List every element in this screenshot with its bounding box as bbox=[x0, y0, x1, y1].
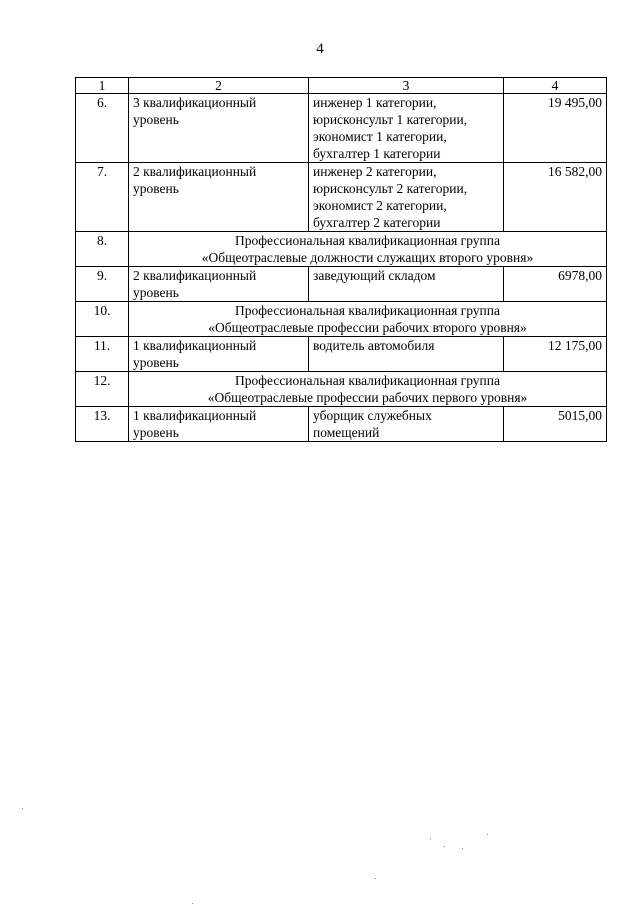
header-cell: 4 bbox=[504, 78, 607, 94]
qualification-level bbox=[129, 267, 309, 302]
position-line: уборщик служебных bbox=[313, 408, 432, 423]
group-title-line: Профессиональная квалификационная группа bbox=[235, 373, 500, 388]
qualification-level-line: 2 квалификационный bbox=[133, 164, 257, 179]
qualification-level-line: 1 квалификационный bbox=[133, 338, 257, 353]
position-line: бухгалтер 1 категории bbox=[313, 146, 441, 161]
salary: 5015,00 bbox=[504, 407, 607, 442]
positions bbox=[309, 407, 504, 442]
page-number: 4 bbox=[316, 41, 324, 57]
header-cell: 2 bbox=[129, 78, 309, 94]
group-title bbox=[129, 302, 607, 337]
position-line: экономист 1 категории, bbox=[313, 129, 447, 144]
qualification-level-line: 1 квалификационный bbox=[133, 408, 257, 423]
position-line: юрисконсульт 1 категории, bbox=[313, 112, 468, 127]
group-title-line: Профессиональная квалификационная группа bbox=[235, 303, 500, 318]
group-row bbox=[76, 372, 607, 407]
row-number: 6. bbox=[76, 94, 129, 163]
positions bbox=[309, 163, 504, 232]
positions bbox=[309, 337, 504, 372]
salary: 16 582,00 bbox=[504, 163, 607, 232]
table-row bbox=[76, 267, 607, 302]
salary: 6978,00 bbox=[504, 267, 607, 302]
group-title-line: «Общеотраслевые профессии рабочих первого уровня» bbox=[207, 390, 528, 405]
salary-table bbox=[75, 77, 607, 442]
group-title bbox=[129, 372, 607, 407]
salary: 12 175,00 bbox=[504, 337, 607, 372]
group-row bbox=[76, 232, 607, 267]
group-title-line: Профессиональная квалификационная группа bbox=[235, 233, 500, 248]
table-row bbox=[76, 407, 607, 442]
positions bbox=[309, 267, 504, 302]
position-line: юрисконсульт 2 категории, bbox=[313, 181, 468, 196]
header-cell: 1 bbox=[76, 78, 129, 94]
table-header-row bbox=[76, 78, 607, 94]
row-number: 13. bbox=[76, 407, 129, 442]
row-number: 8. bbox=[76, 232, 129, 267]
qualification-level-line: уровень bbox=[133, 355, 179, 370]
row-number: 9. bbox=[76, 267, 129, 302]
qualification-level-line: 3 квалификационный bbox=[133, 95, 257, 110]
qualification-level-line: уровень bbox=[133, 181, 179, 196]
qualification-level-line: уровень bbox=[133, 285, 179, 300]
qualification-level bbox=[129, 407, 309, 442]
qualification-level bbox=[129, 163, 309, 232]
group-row bbox=[76, 302, 607, 337]
row-number: 12. bbox=[76, 372, 129, 407]
group-title-line: «Общеотраслевые должности служащих второго уровня» bbox=[201, 250, 534, 265]
position-line: помещений bbox=[313, 425, 380, 440]
row-number: 7. bbox=[76, 163, 129, 232]
group-title-line: «Общеотраслевые профессии рабочих второго уровня» bbox=[208, 320, 527, 335]
table-row bbox=[76, 337, 607, 372]
qualification-level-line: уровень bbox=[133, 112, 179, 127]
row-number: 10. bbox=[76, 302, 129, 337]
position-line: водитель автомобиля bbox=[313, 338, 435, 353]
position-line: инженер 2 категории, bbox=[313, 164, 437, 179]
qualification-level-line: уровень bbox=[133, 425, 179, 440]
table-row bbox=[76, 94, 607, 163]
qualification-level bbox=[129, 337, 309, 372]
qualification-level-line: 2 квалификационный bbox=[133, 268, 257, 283]
position-line: инженер 1 категории, bbox=[313, 95, 437, 110]
qualification-level bbox=[129, 94, 309, 163]
position-line: бухгалтер 2 категории bbox=[313, 215, 441, 230]
header-cell: 3 bbox=[309, 78, 504, 94]
group-title bbox=[129, 232, 607, 267]
salary: 19 495,00 bbox=[504, 94, 607, 163]
position-line: экономист 2 категории, bbox=[313, 198, 447, 213]
table-row bbox=[76, 163, 607, 232]
position-line: заведующий складом bbox=[313, 268, 436, 283]
row-number: 11. bbox=[76, 337, 129, 372]
positions bbox=[309, 94, 504, 163]
